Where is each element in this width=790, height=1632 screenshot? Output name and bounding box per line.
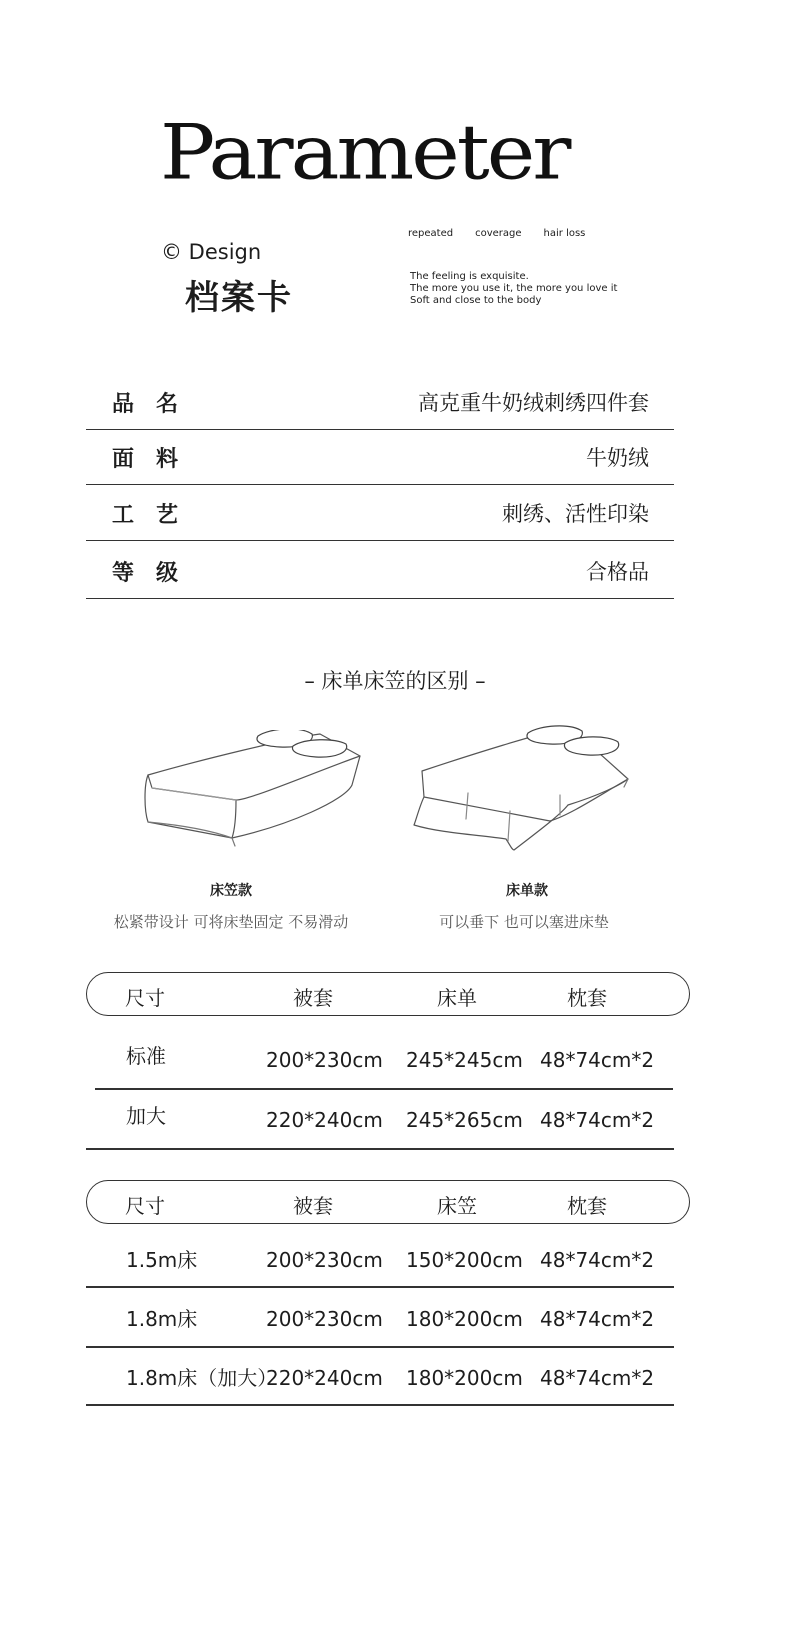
tag-row [408, 228, 585, 239]
section-title: – 床单床笠的区别 – [304, 669, 486, 693]
header-size: 尺寸 [125, 1194, 165, 1218]
spec-row-craft [86, 486, 674, 541]
quote-line: The feeling is exquisite. [410, 271, 529, 282]
cell-fitted-sheet: 180*200cm [406, 1307, 523, 1331]
cell-duvet: 220*240cm [266, 1366, 383, 1390]
cell-pillowcase: 48*74cm*2 [540, 1307, 655, 1331]
cell-fitted-sheet: 150*200cm [406, 1248, 523, 1272]
quote [410, 271, 617, 307]
tag-repeated: repeated [408, 228, 454, 239]
cell-size: 1.8m床（加大） [126, 1366, 278, 1390]
header-fitted-sheet: 床笠 [437, 1194, 477, 1218]
cell-pillowcase: 48*74cm*2 [540, 1248, 655, 1272]
page-title: Parameter [160, 109, 569, 197]
fitted-sheet-illustration [140, 730, 370, 860]
tag-hair-loss: hair loss [543, 228, 586, 239]
cell-pillowcase: 48*74cm*2 [540, 1108, 655, 1132]
spec-key: 品名 [112, 391, 201, 417]
header-duvet: 被套 [293, 1194, 333, 1218]
table-row [86, 1362, 690, 1402]
spec-value: 牛奶绒 [586, 446, 649, 470]
header-pillowcase: 枕套 [567, 986, 607, 1010]
cell-duvet: 200*230cm [266, 1248, 383, 1272]
spec-value: 合格品 [586, 560, 649, 584]
header-size: 尺寸 [125, 986, 165, 1010]
cell-sheet: 245*265cm [406, 1108, 523, 1132]
archive-label: 档案卡 [185, 278, 293, 318]
cell-pillowcase: 48*74cm*2 [540, 1366, 655, 1390]
cell-duvet: 220*240cm [266, 1108, 383, 1132]
spec-key: 面料 [112, 446, 201, 472]
table-row [86, 1303, 690, 1343]
fitted-sheet-desc: 松紧带设计 可将床垫固定 不易滑动 [113, 913, 349, 931]
spec-key: 工艺 [112, 502, 201, 528]
cell-fitted-sheet: 180*200cm [406, 1366, 523, 1390]
cell-duvet: 200*230cm [266, 1048, 383, 1072]
spec-row-name [86, 375, 674, 430]
table-row [86, 1100, 690, 1140]
flat-sheet-label: 床单款 [506, 883, 548, 899]
spec-value: 刺绣、活性印染 [502, 502, 649, 526]
cell-pillowcase: 48*74cm*2 [540, 1048, 655, 1072]
spec-row-grade [86, 544, 674, 599]
size-table-2-header [86, 1180, 690, 1224]
tag-coverage: coverage [475, 228, 522, 239]
quote-line: Soft and close to the body [410, 295, 542, 306]
table-row [86, 1244, 690, 1284]
row-divider [86, 1148, 674, 1150]
fitted-sheet-label: 床笠款 [210, 883, 252, 899]
row-divider [86, 1346, 674, 1348]
quote-line: The more you use it, the more you love it [410, 283, 618, 294]
size-table-1-header [86, 972, 690, 1016]
row-divider [86, 1286, 674, 1288]
design-label: © Design [161, 240, 262, 264]
flat-sheet-illustration [410, 725, 640, 855]
spec-key: 等级 [112, 560, 201, 586]
cell-size: 加大 [126, 1104, 166, 1128]
row-divider [95, 1088, 673, 1090]
header-sheet: 床单 [437, 986, 477, 1010]
row-divider [86, 1404, 674, 1406]
table-row [86, 1040, 690, 1080]
cell-size: 标准 [126, 1044, 166, 1068]
cell-size: 1.5m床 [126, 1248, 198, 1272]
cell-duvet: 200*230cm [266, 1307, 383, 1331]
spec-row-fabric [86, 430, 674, 485]
cell-size: 1.8m床 [126, 1307, 198, 1331]
flat-sheet-desc: 可以垂下 也可以塞进床垫 [439, 913, 609, 931]
header-pillowcase: 枕套 [567, 1194, 607, 1218]
spec-value: 高克重牛奶绒刺绣四件套 [418, 391, 649, 415]
header-duvet: 被套 [293, 986, 333, 1010]
cell-sheet: 245*245cm [406, 1048, 523, 1072]
